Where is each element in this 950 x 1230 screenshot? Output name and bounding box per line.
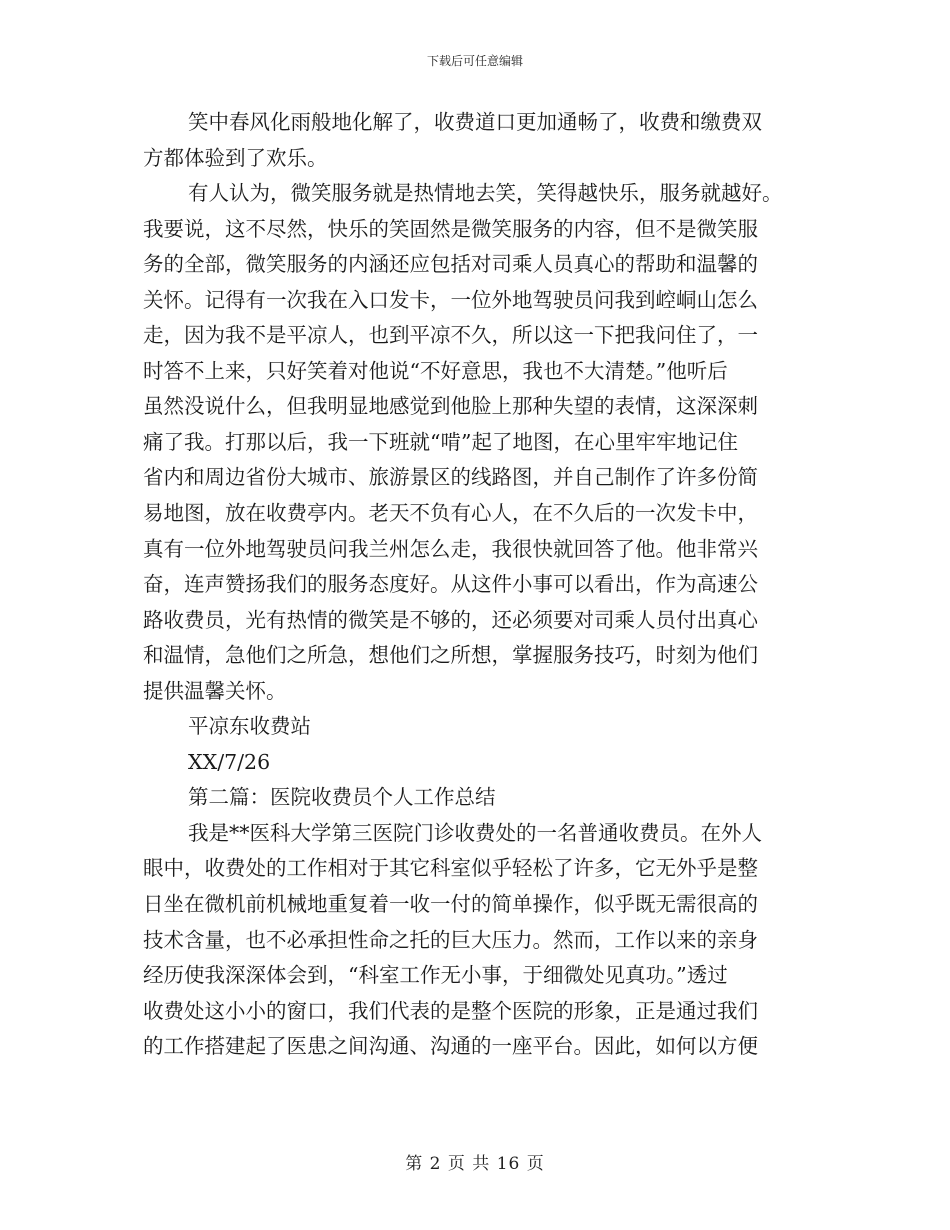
paragraph-line: 路收费员，光有热情的微笑是不够的，还必须要对司乘人员付出真心 (143, 607, 758, 632)
paragraph-line: 我是**医科大学第三医院门诊收费处的一名普通收费员。在外人 (188, 820, 762, 845)
paragraph-line: 日坐在微机前机械地重复着一收一付的简单操作，似乎既无需很高的 (143, 892, 758, 917)
paragraph-line: 收费处这小小的窗口，我们代表的是整个医院的形象，正是通过我们 (143, 998, 758, 1023)
document-body (143, 105, 823, 1065)
paragraph-line: 务的全部，微笑服务的内涵还应包括对司乘人员真心的帮助和温馨的 (143, 252, 758, 277)
page-footer: 第 2 页 共 16 页 (405, 1154, 545, 1174)
paragraph-line: 提供温馨关怀。 (143, 678, 287, 703)
section-title: 第二篇：医院收费员个人工作总结 (188, 785, 496, 810)
paragraph-line: 技术含量，也不必承担性命之托的巨大压力。然而，工作以来的亲身 (143, 927, 758, 952)
paragraph-line: 奋，连声赞扬我们的服务态度好。从这件小事可以看出，作为高速公 (143, 572, 758, 597)
paragraph-line: 眼中，收费处的工作相对于其它科室似乎轻松了许多，它无外乎是整 (143, 856, 758, 881)
paragraph-line: 虽然没说什么，但我明显地感觉到他脸上那种失望的表情，这深深刺 (143, 394, 758, 419)
date-line: XX/7/26 (188, 749, 271, 774)
paragraph-line: 经历使我深深体会到，“科室工作无小事，于细微处见真功。”透过 (143, 963, 728, 988)
paragraph-line: 易地图，放在收费亭内。老天不负有心人，在不久后的一次发卡中， (143, 501, 758, 526)
paragraph-line: 时答不上来，只好笑着对他说“不好意思，我也不大清楚。”他听后 (143, 358, 728, 383)
paragraph-line: 有人认为，微笑服务就是热情地去笑，笑得越快乐，服务就越好。 (188, 181, 783, 206)
paragraph-line: 笑中春风化雨般地化解了，收费道口更加通畅了，收费和缴费双 (188, 110, 762, 134)
paragraph-line: 我要说，这不尽然，快乐的笑固然是微笑服务的内容，但不是微笑服 (143, 216, 758, 241)
paragraph-line: 真有一位外地驾驶员问我兰州怎么走，我很快就回答了他。他非常兴 (143, 536, 758, 561)
paragraph-line: 走，因为我不是平凉人，也到平凉不久，所以这一下把我问住了，一 (143, 323, 758, 348)
page-header: 下载后可任意编辑 (426, 54, 523, 68)
paragraph-line: 的工作搭建起了医患之间沟通、沟通的一座平台。因此，如何以方便 (143, 1034, 758, 1059)
paragraph-line: 省内和周边省份大城市、旅游景区的线路图，并自己制作了许多份简 (143, 465, 758, 490)
paragraph-line: 和温情，急他们之所急，想他们之所想，掌握服务技巧，时刻为他们 (143, 643, 758, 668)
paragraph-line: 方都体验到了欢乐。 (143, 145, 328, 170)
station-name: 平凉东收费站 (188, 714, 311, 739)
paragraph-line: 痛了我。打那以后，我一下班就“啃”起了地图，在心里牢牢地记住 (143, 429, 738, 454)
paragraph-line: 关怀。记得有一次我在入口发卡，一位外地驾驶员问我到崆峒山怎么 (143, 287, 758, 312)
